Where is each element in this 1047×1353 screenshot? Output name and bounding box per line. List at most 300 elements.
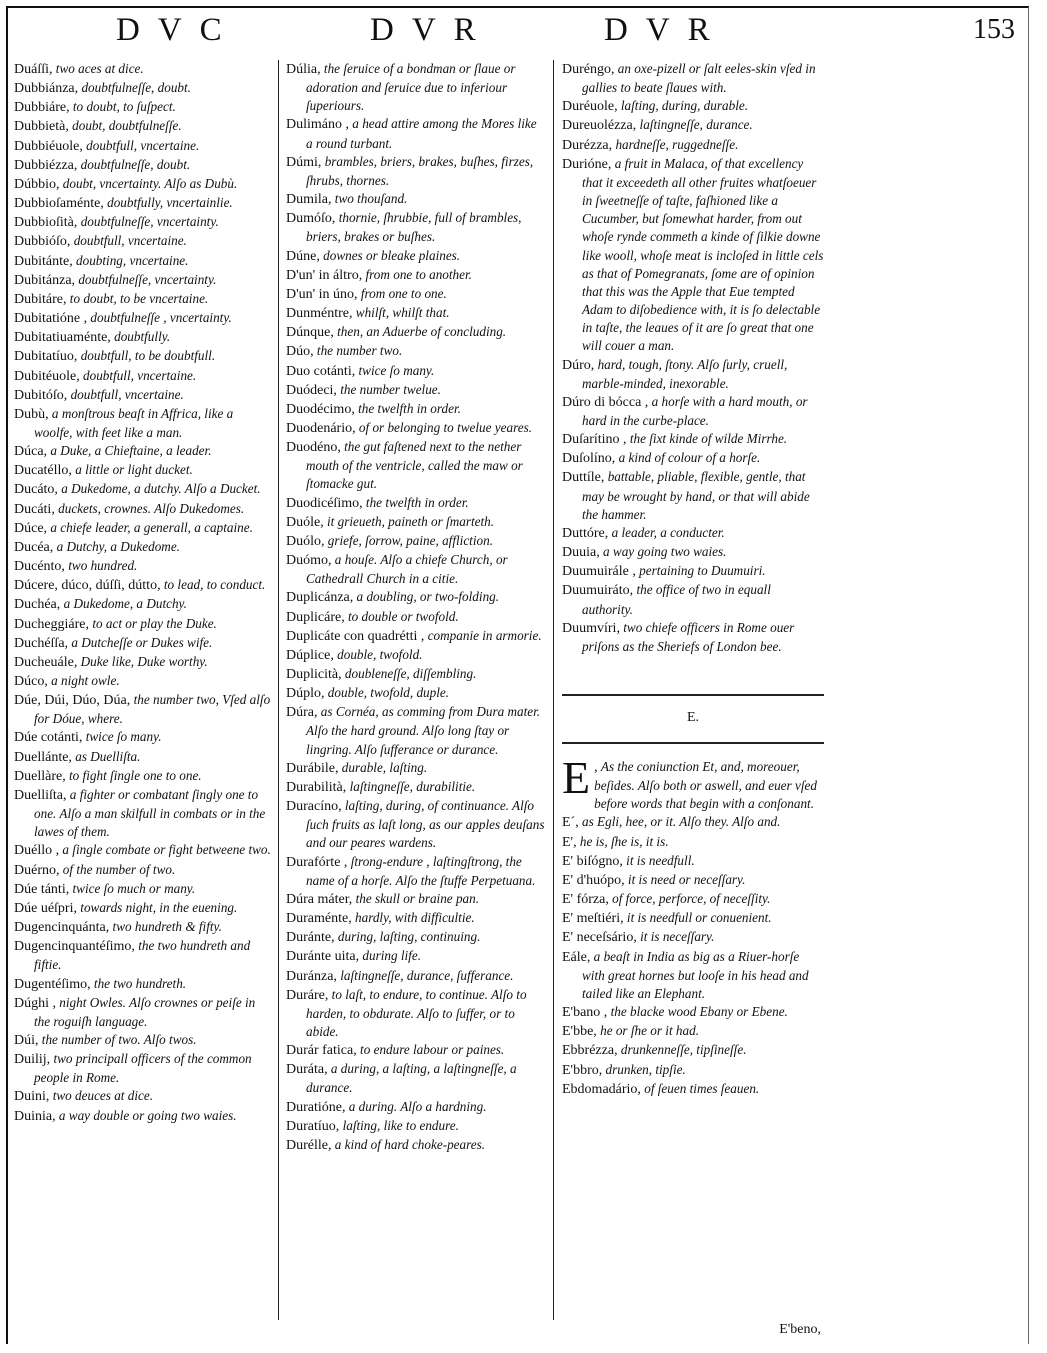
entry-definition: it is need or neceſſary.	[627, 871, 746, 887]
entry-headword: Ducatéllo,	[14, 463, 72, 479]
dictionary-entry	[562, 1061, 824, 1080]
dictionary-entry	[286, 266, 546, 285]
entry-definition: from one to one.	[360, 285, 447, 301]
entry-definition: two thouſand.	[334, 191, 408, 207]
entry-headword: Dúe, Dúi, Dúo, Dúa,	[14, 693, 131, 709]
dictionary-entry	[14, 653, 272, 672]
entry-headword: E'bbe,	[562, 1024, 597, 1040]
entry-definition: doubtfulneſſe, vncertainty.	[80, 214, 219, 230]
entry-definition: a horſe with a hard mouth, or hard in the curbe-place.	[582, 393, 808, 428]
column-2	[286, 60, 546, 1155]
entry-definition: ſtrong-endure , laſtingſtrong, the name of a horſe. Alſo the ſtuffe Perpetuana.	[306, 853, 536, 888]
dictionary-entry	[286, 608, 546, 627]
entry-definition: double, twofold, duple.	[327, 685, 450, 701]
entry-headword: Duéllo ,	[14, 843, 60, 859]
entry-definition: doubtfulneſſe, doubt.	[80, 156, 191, 172]
entry-headword: Duodenário,	[286, 420, 356, 436]
entry-headword: Dugentéſimo,	[14, 976, 91, 992]
entry-definition: to lead, to conduct.	[163, 577, 266, 593]
entry-definition: laſtingneſſe, durance, ſufferance.	[340, 967, 514, 983]
dictionary-entry	[562, 60, 824, 97]
entry-headword: Duelliſta,	[14, 787, 67, 803]
entry-headword: Dunméntre,	[286, 306, 353, 322]
entry-headword: Dubbietà,	[14, 119, 69, 135]
dictionary-entry	[14, 918, 272, 937]
entry-definition: a fruit in Malaca, of that excellency that it exceedeth all other fruites whatſoeuer in ſweetneſſe of taſte, faſhioned like a Cucumber, but ſomewhat harder, from out whoſe rynde commeth a kinde of ſilkie downe like wooll, whoſe meat is incloſed in little cels as that of Pomegranats, ſome are of opinion that this was the Apple that Eue tempted Adam to diſobedience with, it is ſo delectable in taſte, the leaues of it are ſo great that one will couer a man.	[582, 155, 824, 354]
dictionary-entry	[562, 619, 824, 656]
entry-headword: Dumóſo,	[286, 211, 336, 227]
entry-headword: Dúnque,	[286, 325, 334, 341]
dictionary-entry	[14, 386, 272, 405]
dictionary-entry	[14, 975, 272, 994]
entry-headword: Eále,	[562, 949, 591, 965]
entry-headword: Duchéſſa,	[14, 635, 69, 651]
dictionary-entry	[286, 551, 546, 588]
dictionary-entry	[286, 1136, 546, 1155]
dictionary-entry	[14, 994, 272, 1031]
entry-headword: Duréuole,	[562, 99, 618, 115]
entry-definition: a way double or going two waies.	[58, 1107, 237, 1123]
dictionary-entry	[286, 419, 546, 438]
entry-definition: a monſtrous beaſt in Affrica, like a woolfe, with feet like a man.	[34, 405, 234, 440]
entry-headword: Duóle,	[286, 514, 324, 530]
entry-headword: Ebdomadário,	[562, 1081, 641, 1097]
entry-definition: As the coniunction Et, and, moreouer, beſides. Alſo both or aswell, and euer vſed before words that begin with a conſonant.	[594, 759, 817, 812]
dictionary-entry	[14, 442, 272, 461]
entry-definition: it grieueth, paineth or ſmarteth.	[327, 513, 495, 529]
entry-definition: a fighter or combatant ſingly one to one. Alſo a man skilfull in combats or in the lawes of them.	[34, 786, 266, 840]
dictionary-entry	[286, 400, 546, 419]
dictionary-entry	[562, 468, 824, 523]
entry-headword: Dugencinquantéſimo,	[14, 939, 135, 955]
entry-definition: the ſeruice of a bondman or ſlaue or adoration and ſeruice due to inferiour ſuperiours.	[306, 61, 516, 114]
entry-headword: Dúi,	[14, 1032, 39, 1048]
dictionary-entry	[562, 393, 824, 430]
entry-definition: the twelfth in order.	[365, 494, 469, 510]
entry-headword: Dúco,	[14, 674, 48, 689]
entry-headword: Dúmi,	[286, 154, 322, 170]
entry-definition: of ſeuen times ſeauen.	[644, 1080, 760, 1096]
entry-definition: doubtfull, to be doubtfull.	[80, 348, 216, 364]
dictionary-entry	[286, 703, 546, 758]
entry-definition: the office of two in equall authority.	[582, 582, 771, 617]
entry-headword: Duo cotánti,	[286, 363, 356, 379]
dictionary-entry	[286, 247, 546, 266]
entry-headword: Ducheuále,	[14, 654, 78, 670]
entry-headword: Dubù,	[14, 406, 49, 422]
entry-headword: Duumuiráto,	[562, 583, 634, 599]
dictionary-entry	[14, 500, 272, 519]
entry-headword: Duellánte,	[14, 749, 72, 765]
dictionary-entry	[562, 97, 824, 116]
entry-definition: doubtfull, vncertaine.	[83, 367, 197, 383]
entry-headword: Dúce,	[14, 520, 48, 536]
entry-headword: Dulimáno ,	[286, 117, 349, 133]
entry-definition: a during, a laſting, a laſtingneſſe, a durance.	[306, 1061, 517, 1096]
entry-definition: night Owles. Alſo crownes or peiſe in the roguiſh language.	[34, 994, 256, 1029]
dictionary-entry	[286, 967, 546, 986]
entry-headword: Ducáto,	[14, 482, 58, 498]
entry-definition: from one to another.	[365, 266, 472, 282]
dictionary-entry	[286, 1060, 546, 1097]
entry-definition: the blacke wood Ebany or Ebene.	[610, 1004, 788, 1020]
entry-headword: Dúlia,	[286, 62, 321, 77]
entry-headword: Dúra,	[286, 705, 318, 721]
dictionary-entry	[562, 1003, 824, 1022]
entry-headword: Dúghi ,	[14, 995, 56, 1011]
dictionary-entry	[14, 841, 272, 860]
entry-headword: Duérno,	[14, 862, 60, 878]
entry-headword: Ducéa,	[14, 539, 54, 555]
entry-headword: Dúro di bócca ,	[562, 394, 649, 410]
entry-definition: laſting, during, of continuance. Alſo ſuch fruits as laſt long, as our apples deuſans and our peares wardens.	[306, 798, 545, 851]
entry-definition: a kind of colour of a horſe.	[618, 450, 761, 466]
entry-definition: two hundreth & fifty.	[112, 919, 222, 935]
entry-headword: Duſolíno,	[562, 451, 616, 467]
entry-definition: the number two, Vſed alſo for Dóue, where.	[34, 692, 271, 727]
entry-definition: of force, perforce, of neceſſity.	[612, 891, 771, 907]
entry-headword: Dubitáre,	[14, 291, 67, 307]
dictionary-entry	[286, 153, 546, 190]
dictionary-entry	[562, 116, 824, 135]
dictionary-entry	[286, 797, 546, 852]
entry-definition: to doubt, to be vncertaine.	[69, 290, 209, 306]
dictionary-entry	[562, 871, 824, 890]
entry-definition: a head attire among the Mores like a round turbant.	[306, 116, 537, 151]
entry-definition: doubtfully, vncertainlie.	[107, 195, 233, 211]
entry-definition: battable, pliable, flexible, gentle, that may be wrought by hand, or that will abide the hammer.	[582, 469, 810, 522]
entry-definition: duckets, crownes. Alſo Dukedomes.	[58, 500, 245, 516]
entry-definition: brambles, briers, brakes, buſhes, firzes, ſhrubs, thornes.	[306, 153, 534, 188]
entry-headword: Ducáti,	[14, 501, 55, 517]
entry-headword: Duódeci,	[286, 382, 337, 398]
entry-headword: Dubitatiuaménte,	[14, 330, 111, 346]
dictionary-entry	[286, 1041, 546, 1060]
dictionary-entry	[14, 748, 272, 767]
section-label: E.	[686, 710, 700, 725]
dictionary-entry	[14, 156, 272, 175]
dictionary-entry	[286, 588, 546, 607]
entry-headword: Dúo,	[286, 344, 314, 360]
entry-definition: two deuces at dice.	[52, 1088, 154, 1104]
dictionary-entry	[14, 175, 272, 194]
entry-headword: Dubbiánza,	[14, 81, 79, 97]
entry-headword: Durióne,	[562, 156, 612, 172]
dictionary-entry	[14, 634, 272, 653]
entry-headword: Dúe cotánti,	[14, 730, 83, 746]
header-middle: DVR	[370, 12, 494, 48]
dictionary-entry	[14, 232, 272, 251]
dictionary-entry	[14, 328, 272, 347]
dictionary-entry	[562, 356, 824, 393]
column-3-e-entries	[562, 813, 824, 1098]
entry-headword: Duellàre,	[14, 768, 66, 784]
entry-definition: laſting, like to endure.	[342, 1117, 459, 1133]
entry-headword: Dúca,	[14, 444, 48, 460]
dictionary-entry	[14, 1050, 272, 1087]
dictionary-entry	[14, 367, 272, 386]
running-header	[0, 12, 1047, 48]
entry-headword: Durézza,	[562, 137, 613, 153]
entry-headword: Dubbioſità,	[14, 215, 78, 231]
dictionary-entry	[14, 1087, 272, 1106]
entry-headword: Duumvíri,	[562, 620, 620, 636]
dictionary-entry	[286, 909, 546, 928]
entry-definition: then, an Aduerbe of concluding.	[337, 324, 507, 340]
dictionary-entry	[286, 381, 546, 400]
entry-headword: Duchéa,	[14, 597, 61, 613]
entry-headword: Duilij,	[14, 1052, 51, 1068]
entry-headword: E' fórza,	[562, 892, 609, 908]
entry-definition: a Duke, a Chieftaine, a leader.	[50, 443, 212, 459]
entry-definition: a chiefe leader, a generall, a captaine.	[50, 519, 253, 535]
entry-definition: the two hundreth and fiftie.	[34, 938, 251, 973]
entry-definition: Duke like, Duke worthy.	[80, 653, 208, 669]
entry-headword: Duratióne,	[286, 1099, 346, 1115]
entry-headword: Durár fatica,	[286, 1043, 357, 1059]
entry-definition: hardneſſe, ruggedneſſe.	[615, 136, 739, 152]
dictionary-entry	[14, 595, 272, 614]
entry-headword: E'bano ,	[562, 1005, 608, 1021]
dictionary-entry	[562, 852, 824, 871]
entry-definition: it is needfull or conuenient.	[626, 910, 772, 926]
entry-headword: Dumila,	[286, 192, 332, 208]
dictionary-entry	[14, 60, 272, 79]
dictionary-entry	[286, 853, 546, 890]
entry-definition: doubtfull, vncertaine.	[86, 137, 200, 153]
entry-headword: Durabilità,	[286, 779, 347, 795]
entry-headword: Dúe tánti,	[14, 881, 70, 897]
dictionary-entry	[14, 615, 272, 634]
entry-headword: Eˊ,	[562, 815, 579, 831]
dictionary-entry	[286, 304, 546, 323]
dictionary-entry	[562, 813, 824, 832]
entry-definition: double, twofold.	[337, 646, 423, 662]
dictionary-entry	[286, 323, 546, 342]
entry-definition: doubt, vncertainty. Alſo as Dubù.	[62, 175, 238, 191]
entry-definition: the gut faſtened next to the nether mouth of the ventricle, called the maw or ſtomacke gut.	[306, 439, 523, 492]
entry-headword: Duplicità,	[286, 667, 342, 682]
entry-definition: during, laſting, continuing.	[337, 929, 481, 945]
dictionary-entry	[562, 909, 824, 928]
dictionary-entry	[562, 430, 824, 449]
entry-headword: Dubitánte,	[14, 253, 73, 269]
dictionary-entry	[14, 461, 272, 480]
entry-definition: doubting, vncertaine.	[76, 252, 189, 268]
dictionary-entry	[14, 691, 272, 728]
entry-definition: twice ſo much or many.	[72, 880, 196, 896]
entry-definition: as Duelliſta.	[75, 748, 141, 764]
dictionary-entry	[286, 494, 546, 513]
entry-definition: a Dukedome, a dutchy. Alſo a Ducket.	[61, 481, 261, 497]
dictionary-entry	[14, 861, 272, 880]
entry-headword: Duratíuo,	[286, 1118, 340, 1134]
entry-headword: Duodécimo,	[286, 401, 355, 417]
dictionary-entry	[286, 60, 546, 115]
entry-definition: an oxe-pizell or ſalt eeles-skin vſed in gallies to beate ſlaues with.	[582, 61, 816, 96]
entry-headword: Duréngo,	[562, 62, 615, 77]
entry-definition: he is, ſhe is, it is.	[579, 833, 669, 849]
dictionary-entry	[286, 190, 546, 209]
entry-headword: Durafórte ,	[286, 854, 348, 870]
dictionary-entry	[14, 519, 272, 538]
entry-headword: Duplicáte con quadrétti ,	[286, 628, 425, 644]
dictionary-entry	[286, 513, 546, 532]
entry-headword: Duraménte,	[286, 911, 352, 927]
dictionary-entry	[286, 947, 546, 966]
entry-definition: durable, laſting.	[341, 759, 428, 775]
dictionary-entry	[286, 1117, 546, 1136]
entry-definition: two principall officers of the common people in Rome.	[34, 1051, 252, 1086]
entry-definition: it is neceſſary.	[640, 929, 715, 945]
dictionary-entry	[14, 252, 272, 271]
dictionary-entry	[562, 562, 824, 581]
dictionary-entry	[286, 759, 546, 778]
entry-headword: Duſarítino ,	[562, 432, 627, 448]
entry-definition: to double or twofold.	[348, 608, 459, 624]
entry-definition: doubtfulneſſe , vncertainty.	[90, 310, 232, 326]
dictionary-entry	[14, 480, 272, 499]
entry-headword: Dureuolézza,	[562, 118, 637, 134]
entry-headword: Duplicáre,	[286, 609, 345, 625]
entry-headword: Dubbioſaménte,	[14, 196, 104, 212]
entry-definition: a Dutchy, a Dukedome.	[56, 538, 180, 554]
dictionary-entry	[286, 1098, 546, 1117]
dictionary-entry	[14, 937, 272, 974]
entry-headword: Ducheggiáre,	[14, 616, 90, 632]
dictionary-entry	[562, 155, 824, 356]
entry-definition: hard, tough, ſtony. Alſo ſurly, cruell, marble-minded, inexorable.	[582, 356, 788, 391]
dictionary-entry	[14, 98, 272, 117]
entry-definition: doubleneſſe, diſſembling.	[344, 666, 477, 681]
entry-headword: Dúbbio,	[14, 176, 60, 192]
entry-headword: Duttíle,	[562, 470, 605, 486]
dictionary-entry	[14, 1107, 272, 1126]
entry-headword: Dúplo,	[286, 686, 325, 702]
dictionary-entry	[14, 271, 272, 290]
entry-definition: doubtfulneſſe, doubt.	[81, 80, 191, 96]
entry-definition: the number of two. Alſo twos.	[41, 1031, 197, 1047]
entry-definition: doubt, doubtfulneſſe.	[72, 118, 182, 134]
entry-definition: two hundred.	[68, 558, 138, 574]
entry-definition: a beaſt in India as big as a Riuer-horſe with great hornes but looſe in his head and tailed like an Elephant.	[582, 948, 809, 1001]
entry-definition: doubtfully.	[114, 329, 171, 345]
entry-headword: Duuia,	[562, 545, 600, 561]
entry-definition: a night owle.	[51, 673, 120, 688]
dictionary-entry	[14, 213, 272, 232]
dictionary-entry	[286, 684, 546, 703]
entry-headword: Dubitatíuo,	[14, 349, 78, 365]
entry-headword: Dubitatióne ,	[14, 311, 88, 327]
dictionary-entry	[14, 290, 272, 309]
entry-headword: Duttóre,	[562, 525, 609, 541]
entry-definition: a Dukedome, a Dutchy.	[63, 596, 187, 612]
column-3	[562, 60, 824, 1099]
entry-definition: he or ſhe or it had.	[600, 1023, 699, 1039]
entry-headword: Duumuirále ,	[562, 564, 636, 580]
column-3-entries	[562, 60, 824, 656]
entry-definition: the ſixt kinde of wilde Mirrhe.	[629, 431, 788, 447]
catchword: E'beno,	[779, 1322, 821, 1337]
entry-definition: a Dutcheſſe or Dukes wife.	[71, 634, 213, 650]
entry-headword: Dubbiéuole,	[14, 138, 83, 154]
dictionary-entry	[286, 928, 546, 947]
entry-definition: doubtfulneſſe, vncertainty.	[78, 271, 217, 287]
dictionary-entry	[286, 438, 546, 493]
dictionary-entry	[286, 986, 546, 1041]
column-1	[14, 60, 272, 1126]
dictionary-entry	[562, 890, 824, 909]
entry-headword: E' d'huópo,	[562, 872, 625, 888]
dictionary-entry	[286, 532, 546, 551]
column-rule	[278, 60, 279, 1320]
entry-headword: Duini,	[14, 1089, 50, 1105]
entry-definition: twice ſo many.	[358, 362, 435, 378]
entry-definition: of the number of two.	[62, 861, 176, 877]
header-left: DVC	[116, 12, 240, 48]
dictionary-entry	[14, 309, 272, 328]
entry-definition: whilſt, whilſt that.	[355, 305, 450, 321]
entry-headword: Duráre,	[286, 987, 329, 1003]
entry-headword: Duólo,	[286, 533, 325, 549]
entry-headword: Dugencinquánta,	[14, 920, 110, 936]
entry-definition: drunken, tipſie.	[605, 1061, 686, 1077]
dictionary-entry	[14, 538, 272, 557]
entry-definition: the two hundreth.	[93, 975, 187, 991]
entry-headword: Dubitóſo,	[14, 387, 68, 403]
entry-headword: E' biſógno,	[562, 853, 623, 869]
dictionary-entry	[562, 581, 824, 618]
entry-headword: Dúra máter,	[286, 891, 353, 907]
column-rule	[553, 60, 554, 1320]
dictionary-entry	[286, 665, 546, 684]
entry-definition: laſtingneſſe, durance.	[639, 117, 753, 133]
entry-definition: downes or bleake plaines.	[323, 247, 461, 263]
entry-definition: hardly, with difficultie.	[355, 910, 475, 926]
section-intro	[562, 752, 824, 813]
entry-definition: the skull or braine pan.	[355, 890, 480, 906]
entry-definition: a little or light ducket.	[75, 462, 193, 478]
dictionary-entry	[562, 928, 824, 947]
entry-definition: to act or play the Duke.	[92, 615, 217, 631]
entry-headword: Duómo,	[286, 553, 332, 569]
dictionary-entry	[14, 117, 272, 136]
entry-headword: Duáſſi,	[14, 62, 53, 77]
entry-headword: Duodéno,	[286, 440, 341, 456]
entry-definition: to doubt, to ſuſpect.	[72, 99, 176, 115]
entry-headword: Ducénto,	[14, 559, 65, 575]
entry-headword: Dubitánza,	[14, 272, 76, 288]
entry-headword: Duránte,	[286, 930, 335, 946]
entry-headword: Ebbrézza,	[562, 1043, 618, 1059]
entry-headword: E'bbro,	[562, 1062, 603, 1078]
entry-definition: a during. Alſo a hardning.	[348, 1098, 487, 1114]
entry-definition: to laſt, to endure, to continue. Alſo to harden, to obdurate. Alſo to ſuffer, or to abide.	[306, 986, 527, 1039]
dictionary-entry	[14, 576, 272, 595]
dictionary-entry	[562, 948, 824, 1003]
dictionary-entry	[286, 209, 546, 246]
entry-headword: E',	[562, 834, 577, 850]
dictionary-entry	[562, 1041, 824, 1060]
entry-definition: during life.	[362, 948, 422, 964]
entry-definition: a way going two waies.	[603, 544, 727, 560]
dictionary-entry	[562, 1080, 824, 1099]
entry-definition: a ſingle combate or fight betweene two.	[62, 842, 271, 858]
dictionary-entry	[286, 627, 546, 646]
entry-definition: a leader, a conducter.	[611, 524, 725, 540]
entry-definition: pertaining to Duumuiri.	[639, 563, 766, 579]
dictionary-entry	[14, 79, 272, 98]
